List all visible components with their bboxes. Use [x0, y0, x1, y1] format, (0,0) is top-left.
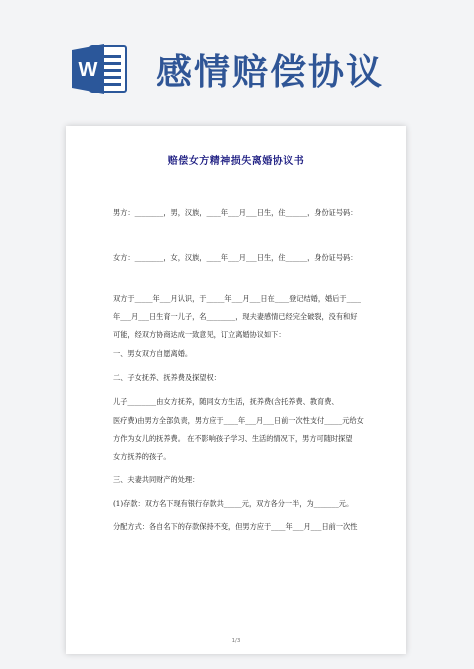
paragraph-line: 可能，经双方协商达成一致意见，订立离婚协议如下： [113, 330, 286, 339]
document-page [66, 126, 406, 654]
word-logo-letter: W [78, 59, 98, 81]
page-number: 1/3 [231, 638, 241, 644]
paragraph-line: 儿子________由女方抚养，随同女方生活，抚养费(含托养费、教育费、 [113, 397, 339, 406]
document-title: 赔偿女方精神损失离婚协议书 [167, 156, 305, 167]
page-heading: 感情赔偿协议 [156, 52, 385, 93]
paragraph-line: 女方抚养的孩子。 [113, 452, 171, 461]
line-husband: 男方：________，男，汉族，____年___月___日生，住______，身份证号码： [113, 208, 358, 217]
paragraph-line: 年___月___日生育一儿子，名________，现夫妻感情已经完全破裂，没有和好 [113, 312, 358, 321]
paragraph-line: 医疗费)由男方全部负责，男方应于____年___月___日前一次性支付_____元给女 [113, 416, 364, 425]
paragraph-line: 方作为女儿的抚养费。 在不影响孩子学习、生活的情况下，男方可随时探望 [113, 434, 353, 443]
clause-2: 二、子女抚养、抚养费及探望权： [113, 373, 221, 382]
paragraph-line: (1)存款：双方名下现有银行存款共_____元，双方各分一半，为_______元。 [113, 499, 354, 508]
line-wife: 女方：________，女，汉族，____年___月___日生，住______，身份证号码： [113, 253, 358, 262]
clause-1: 一、男女双方自愿离婚。 [113, 349, 193, 358]
header-banner [0, 0, 474, 120]
paragraph-line: 分配方式：各自名下的存款保持不变，但男方应于____年___月___日前一次性 [113, 522, 358, 531]
paragraph-line: 双方于_____年___月认识，于_____年___月___日在____登记结婚，婚后于____ [113, 294, 361, 303]
word-icon [70, 42, 128, 96]
clause-3: 三、夫妻共同财产的处理： [113, 475, 200, 484]
